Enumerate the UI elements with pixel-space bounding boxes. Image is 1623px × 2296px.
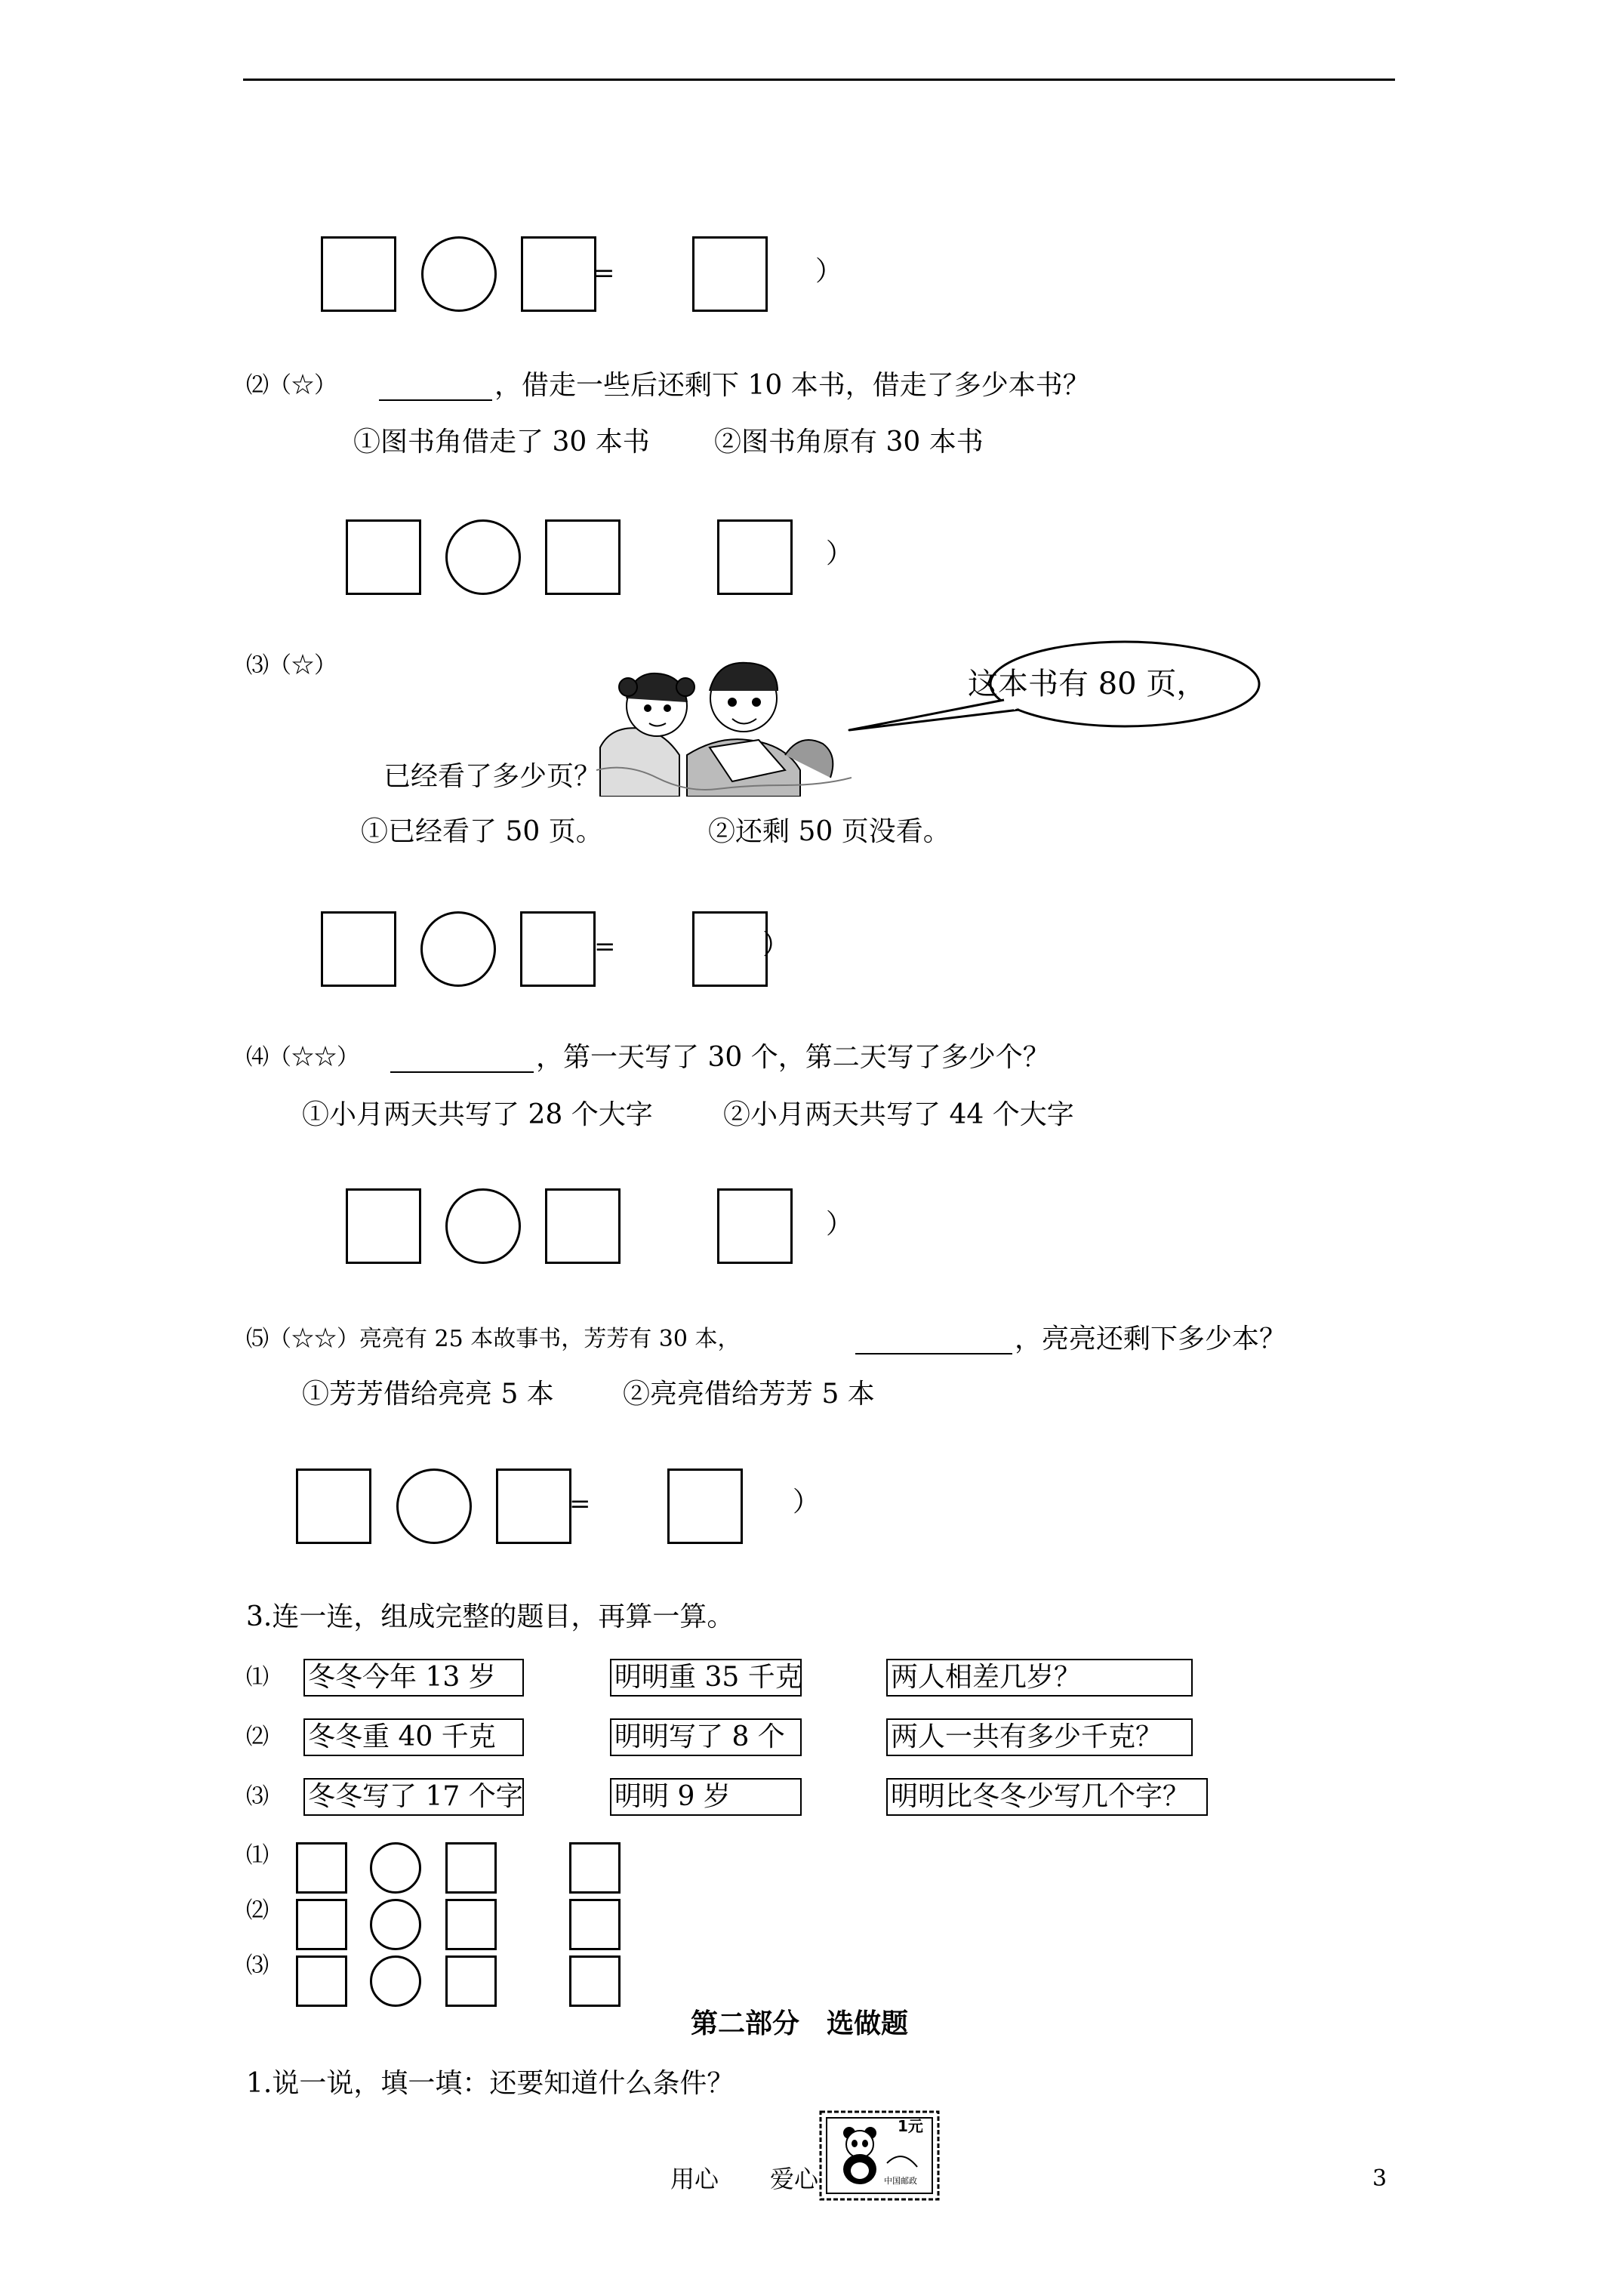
q2-5-label: ⑸（☆☆）亮亮有 25 本故事书，芳芳有 30 本， bbox=[246, 1326, 741, 1352]
match-option-a[interactable]: 冬冬今年 13 岁 bbox=[303, 1659, 524, 1697]
answer-box[interactable] bbox=[717, 519, 793, 595]
calc-row-label: ⑴ bbox=[246, 1842, 269, 1869]
unit-paren: ） bbox=[793, 1487, 821, 1518]
answer-box[interactable] bbox=[520, 911, 596, 987]
answer-box[interactable] bbox=[521, 236, 596, 312]
equals-sign: = bbox=[594, 932, 616, 962]
match-option-b[interactable]: 明明 9 岁 bbox=[610, 1778, 802, 1816]
answer-box[interactable] bbox=[346, 519, 421, 595]
operator-circle[interactable] bbox=[370, 1899, 421, 1950]
q2-4-label: ⑷（☆☆） bbox=[246, 1044, 359, 1071]
answer-box[interactable] bbox=[445, 1842, 497, 1894]
footer-left: 用心 bbox=[670, 2165, 719, 2193]
q3-row-label: ⑴ bbox=[246, 1664, 269, 1690]
answer-box[interactable] bbox=[445, 1899, 497, 1950]
q3-row-label: ⑶ bbox=[246, 1783, 269, 1810]
q2-2-option-2: ②图书角原有 30 本书 bbox=[714, 427, 984, 458]
part-two-q1: 1.说一说，填一填：还要知道什么条件？ bbox=[246, 2068, 735, 2099]
stamp-caption: 中国邮政 bbox=[884, 2176, 917, 2186]
unit-paren: ） bbox=[815, 256, 843, 287]
operator-circle[interactable] bbox=[370, 1842, 421, 1894]
q2-3-option-1: ①已经看了 50 页。 bbox=[361, 816, 603, 847]
operator-circle[interactable] bbox=[421, 236, 497, 312]
q2-2-label: ⑵（☆） bbox=[246, 372, 337, 399]
q2-4-option-2: ②小月两天共写了 44 个大字 bbox=[723, 1099, 1074, 1130]
answer-box[interactable] bbox=[692, 911, 768, 987]
q2-3-label: ⑶（☆） bbox=[246, 652, 337, 679]
operator-circle[interactable] bbox=[420, 911, 496, 987]
answer-box[interactable] bbox=[545, 519, 621, 595]
q2-2-option-1: ①图书角借走了 30 本书 bbox=[353, 427, 650, 458]
calc-row-label: ⑵ bbox=[246, 1897, 269, 1924]
operator-circle[interactable] bbox=[445, 1188, 521, 1264]
answer-box[interactable] bbox=[692, 236, 768, 312]
q3-title: 3.连一连，组成完整的题目，再算一算。 bbox=[246, 1601, 735, 1632]
fill-blank[interactable] bbox=[390, 1071, 534, 1073]
footer-right: 爱心 bbox=[770, 2165, 819, 2193]
answer-box[interactable] bbox=[346, 1188, 421, 1264]
q2-3-question: 已经看了多少页？ bbox=[383, 761, 602, 792]
calc-row-label: ⑶ bbox=[246, 1952, 269, 1979]
match-option-a[interactable]: 冬冬重 40 千克 bbox=[303, 1718, 524, 1756]
fill-blank[interactable] bbox=[855, 1353, 1012, 1354]
answer-box[interactable] bbox=[321, 236, 396, 312]
equals-sign: = bbox=[593, 258, 615, 288]
stamp-value: 1元 bbox=[898, 2117, 923, 2135]
answer-box[interactable] bbox=[545, 1188, 621, 1264]
answer-box[interactable] bbox=[296, 1469, 371, 1544]
kids-reading-illustration bbox=[596, 657, 852, 797]
answer-box[interactable] bbox=[569, 1842, 621, 1894]
answer-box[interactable] bbox=[667, 1469, 743, 1544]
answer-box[interactable] bbox=[296, 1899, 347, 1950]
page-number: 3 bbox=[1372, 2165, 1387, 2192]
answer-box[interactable] bbox=[717, 1188, 793, 1264]
match-option-c[interactable]: 两人相差几岁？ bbox=[886, 1659, 1193, 1697]
q2-5-text: ，亮亮还剩下多少本？ bbox=[1015, 1324, 1287, 1354]
answer-box[interactable] bbox=[321, 911, 396, 987]
q2-2-text: ，借走一些后还剩下 10 本书，借走了多少本书？ bbox=[494, 370, 1090, 401]
speech-bubble-text: 这本书有 80 页， bbox=[968, 667, 1207, 701]
answer-box[interactable] bbox=[496, 1469, 571, 1544]
fill-blank[interactable] bbox=[379, 399, 492, 401]
unit-paren: ） bbox=[762, 929, 790, 960]
operator-circle[interactable] bbox=[370, 1955, 421, 2007]
answer-box[interactable] bbox=[296, 1842, 347, 1894]
part-two-title: 第二部分 选做题 bbox=[691, 2008, 909, 2039]
unit-paren: ） bbox=[826, 1209, 854, 1240]
equals-sign: = bbox=[569, 1489, 591, 1519]
q3-row-label: ⑵ bbox=[246, 1724, 269, 1750]
q2-4-text: ，第一天写了 30 个，第二天写了多少个？ bbox=[536, 1042, 1050, 1073]
q2-5-option-1: ①芳芳借给亮亮 5 本 bbox=[302, 1379, 554, 1410]
answer-box[interactable] bbox=[569, 1955, 621, 2007]
q2-4-option-1: ①小月两天共写了 28 个大字 bbox=[302, 1099, 653, 1130]
operator-circle[interactable] bbox=[396, 1469, 472, 1544]
q2-3-option-2: ②还剩 50 页没看。 bbox=[708, 816, 950, 847]
unit-paren: ） bbox=[826, 538, 854, 569]
match-option-b[interactable]: 明明写了 8 个 bbox=[610, 1718, 802, 1756]
panda-stamp bbox=[819, 2110, 940, 2201]
answer-box[interactable] bbox=[296, 1955, 347, 2007]
answer-box[interactable] bbox=[445, 1955, 497, 2007]
answer-box[interactable] bbox=[569, 1899, 621, 1950]
match-option-a[interactable]: 冬冬写了 17 个字 bbox=[303, 1778, 524, 1816]
match-option-b[interactable]: 明明重 35 千克 bbox=[610, 1659, 802, 1697]
operator-circle[interactable] bbox=[445, 519, 521, 595]
q2-5-option-2: ②亮亮借给芳芳 5 本 bbox=[623, 1379, 875, 1410]
match-option-c[interactable]: 两人一共有多少千克？ bbox=[886, 1718, 1193, 1756]
match-option-c[interactable]: 明明比冬冬少写几个字？ bbox=[886, 1778, 1208, 1816]
header-rule bbox=[243, 79, 1395, 81]
